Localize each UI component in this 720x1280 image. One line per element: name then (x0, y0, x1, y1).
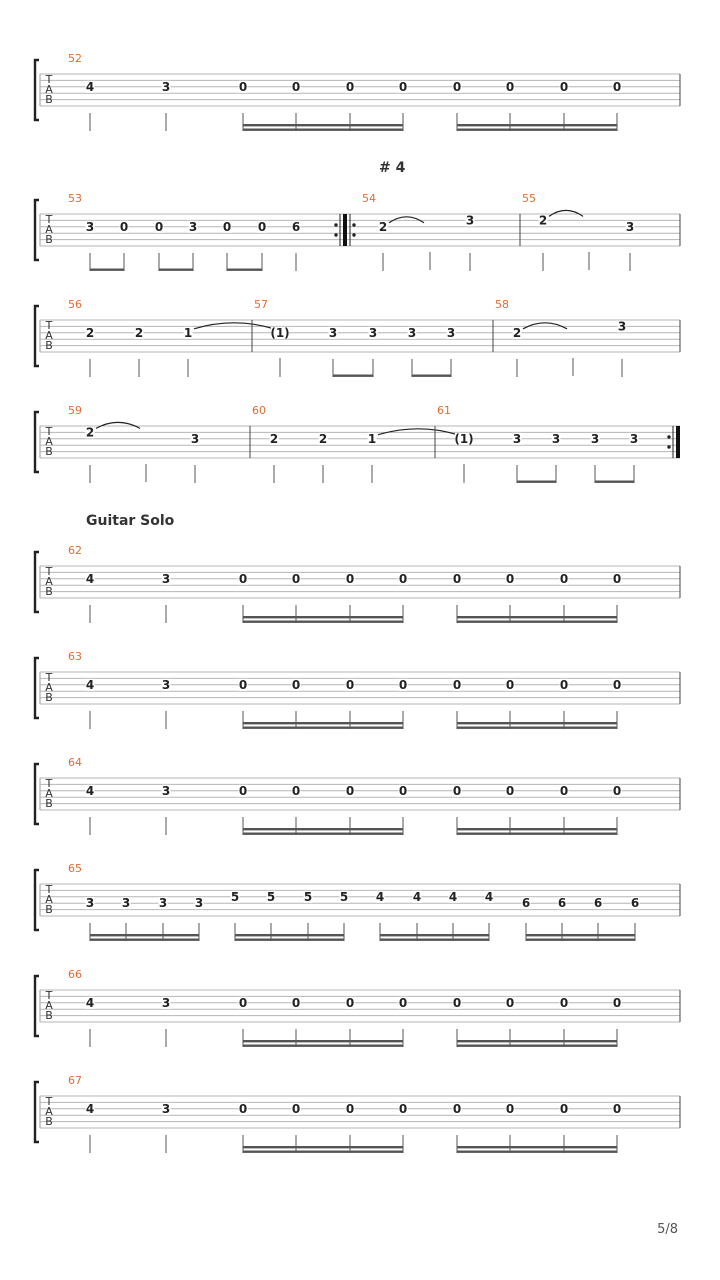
fret-number: 2 (378, 219, 388, 234)
measure-number: 60 (252, 404, 266, 417)
tab-system (35, 404, 680, 483)
fret-number: 0 (612, 79, 622, 94)
tie-arc (96, 422, 140, 428)
system-bracket (35, 60, 39, 120)
tab-clef-letter: A (45, 83, 53, 96)
fret-number: 0 (238, 677, 248, 692)
beam-secondary (457, 1040, 617, 1042)
beam (333, 375, 373, 377)
fret-number: 0 (345, 1101, 355, 1116)
fret-number: 3 (407, 325, 417, 340)
tab-system (35, 862, 680, 941)
fret-number: 4 (375, 889, 385, 904)
fret-number: 0 (559, 995, 569, 1010)
measure-number: 54 (362, 192, 376, 205)
fret-number: 2 (318, 431, 328, 446)
measure-number: 55 (522, 192, 536, 205)
tab-clef-letter: T (45, 671, 53, 684)
fret-number: 0 (452, 783, 462, 798)
fret-number: 4 (85, 571, 95, 586)
measure-number: 62 (68, 544, 82, 557)
fret-number: 0 (154, 219, 164, 234)
fret-number: 0 (505, 677, 515, 692)
tie-arc (378, 429, 458, 435)
fret-number: 0 (345, 995, 355, 1010)
fret-number: 0 (398, 571, 408, 586)
fret-number: 3 (328, 325, 338, 340)
page-number: 5/8 (657, 1222, 678, 1237)
fret-number: 0 (222, 219, 232, 234)
fret-number: 0 (559, 1101, 569, 1116)
fret-number: 0 (505, 995, 515, 1010)
system-bracket (35, 306, 39, 366)
beam (243, 1151, 403, 1153)
beam (517, 481, 556, 483)
fret-number: 3 (85, 219, 95, 234)
tab-clef-letter: A (45, 575, 53, 588)
beam (412, 375, 451, 377)
fret-number: 3 (121, 896, 131, 911)
measure-number: 64 (68, 756, 82, 769)
beam-secondary (380, 934, 489, 936)
fret-number: 0 (452, 1101, 462, 1116)
system-bracket (35, 976, 39, 1036)
fret-number: 3 (590, 431, 600, 446)
fret-number: 0 (452, 995, 462, 1010)
fret-number: 0 (238, 995, 248, 1010)
tab-clef-letter: T (45, 73, 53, 86)
fret-number: 0 (291, 79, 301, 94)
measure-number: 65 (68, 862, 82, 875)
fret-number: 1 (183, 325, 193, 340)
fret-number: 0 (119, 219, 129, 234)
measure-number: 59 (68, 404, 82, 417)
beam (243, 1045, 403, 1047)
fret-number: 2 (85, 325, 95, 340)
beam (457, 1045, 617, 1047)
beam-secondary (457, 124, 617, 126)
beam (457, 833, 617, 835)
fret-number: 0 (398, 1101, 408, 1116)
beam (243, 621, 403, 623)
fret-number: 3 (465, 213, 475, 228)
measure-number: 57 (254, 298, 268, 311)
fret-number: 0 (612, 995, 622, 1010)
fret-number: 3 (190, 431, 200, 446)
measure-number: 67 (68, 1074, 82, 1087)
fret-number: 0 (612, 571, 622, 586)
tie-arc (523, 323, 567, 329)
fret-number: 3 (161, 1101, 171, 1116)
fret-number: 0 (612, 1101, 622, 1116)
fret-number: 3 (629, 431, 639, 446)
tab-clef-letter: A (45, 329, 53, 342)
fret-number: 3 (617, 319, 627, 334)
fret-number: 3 (625, 219, 635, 234)
fret-number: 3 (551, 431, 561, 446)
fret-number: 0 (452, 79, 462, 94)
beam-secondary (243, 722, 403, 724)
measure-number: 53 (68, 192, 82, 205)
fret-number: 6 (521, 896, 531, 911)
beam-secondary (243, 828, 403, 830)
system-bracket (35, 870, 39, 930)
repeat-dot (352, 223, 355, 226)
tab-clef-letter: B (45, 585, 53, 598)
fret-number: 0 (238, 79, 248, 94)
fret-number: 0 (291, 783, 301, 798)
measure-number: 58 (495, 298, 509, 311)
beam-secondary (243, 124, 403, 126)
system-bracket (35, 658, 39, 718)
fret-number: 4 (85, 677, 95, 692)
beam (227, 269, 262, 271)
tab-clef-letter: B (45, 797, 53, 810)
fret-number: 3 (161, 79, 171, 94)
fret-number: 4 (448, 889, 458, 904)
fret-number: 0 (398, 995, 408, 1010)
fret-number: 0 (238, 1101, 248, 1116)
beam-secondary (235, 934, 344, 936)
tab-clef-letter: B (45, 691, 53, 704)
system-bracket (35, 200, 39, 260)
fret-number: 0 (505, 571, 515, 586)
beam (457, 621, 617, 623)
fret-number: 0 (505, 79, 515, 94)
beam-secondary (90, 934, 199, 936)
fret-number: 0 (398, 677, 408, 692)
fret-number: 0 (452, 677, 462, 692)
fret-number: 3 (161, 995, 171, 1010)
fret-number: 3 (161, 783, 171, 798)
fret-number: 6 (630, 896, 640, 911)
beam (380, 939, 489, 941)
tab-system (35, 544, 680, 623)
tab-clef-letter: A (45, 223, 53, 236)
fret-number: 0 (612, 783, 622, 798)
fret-number: 0 (452, 571, 462, 586)
fret-number: 3 (158, 896, 168, 911)
fret-number: 3 (161, 571, 171, 586)
fret-number: 5 (303, 889, 313, 904)
fret-number: 0 (398, 783, 408, 798)
tab-system (35, 650, 680, 729)
fret-number: 0 (612, 677, 622, 692)
beam-secondary (243, 1040, 403, 1042)
tab-clef-letter: A (45, 787, 53, 800)
tab-clef-letter: B (45, 339, 53, 352)
repeat-dot (667, 435, 670, 438)
tie-arc (194, 323, 274, 329)
fret-number: 6 (291, 219, 301, 234)
tab-system (35, 192, 680, 271)
beam (243, 727, 403, 729)
fret-number: 0 (559, 677, 569, 692)
tab-clef-letter: T (45, 883, 53, 896)
tab-clef-letter: T (45, 425, 53, 438)
tab-clef-letter: T (45, 989, 53, 1002)
fret-number: 0 (398, 79, 408, 94)
fret-number: 1 (367, 431, 377, 446)
measure-number: 52 (68, 52, 82, 65)
system-bracket (35, 764, 39, 824)
fret-number: 0 (291, 677, 301, 692)
fret-number: (1) (454, 431, 474, 446)
system-bracket (35, 1082, 39, 1142)
fret-number: 0 (505, 783, 515, 798)
fret-number: 0 (291, 571, 301, 586)
measure-number: 66 (68, 968, 82, 981)
fret-number: 6 (557, 896, 567, 911)
tie-arc (389, 217, 424, 223)
beam (526, 939, 635, 941)
fret-number: 0 (345, 79, 355, 94)
fret-number: 3 (446, 325, 456, 340)
fret-number: 3 (512, 431, 522, 446)
beam-secondary (457, 828, 617, 830)
section-marker-4: # 4 (379, 160, 406, 176)
tab-clef-letter: T (45, 1095, 53, 1108)
tab-clef-letter: A (45, 893, 53, 906)
fret-number: 0 (345, 571, 355, 586)
beam-secondary (526, 934, 635, 936)
tab-clef-letter: A (45, 1105, 53, 1118)
fret-number: 0 (257, 219, 267, 234)
tab-clef-letter: B (45, 1115, 53, 1128)
fret-number: 0 (238, 571, 248, 586)
fret-number: 0 (505, 1101, 515, 1116)
system-bracket (35, 412, 39, 472)
beam (595, 481, 634, 483)
beam-secondary (457, 722, 617, 724)
beam (457, 1151, 617, 1153)
fret-number: 3 (368, 325, 378, 340)
fret-number: 2 (512, 325, 522, 340)
beam-secondary (457, 1146, 617, 1148)
beam-secondary (457, 616, 617, 618)
fret-number: 5 (230, 889, 240, 904)
fret-number: 3 (85, 896, 95, 911)
fret-number: 0 (559, 79, 569, 94)
repeat-dot (334, 233, 337, 236)
tab-clef-letter: A (45, 435, 53, 448)
tab-clef-letter: B (45, 93, 53, 106)
fret-number: 2 (538, 213, 548, 228)
fret-number: 5 (339, 889, 349, 904)
fret-number: 2 (85, 425, 95, 440)
fret-number: 4 (484, 889, 494, 904)
fret-number: 6 (593, 896, 603, 911)
fret-number: 2 (134, 325, 144, 340)
tab-clef-letter: T (45, 213, 53, 226)
beam (243, 833, 403, 835)
fret-number: 5 (266, 889, 276, 904)
fret-number: 4 (85, 783, 95, 798)
measure-number: 63 (68, 650, 82, 663)
fret-number: 4 (85, 79, 95, 94)
tab-clef-letter: T (45, 777, 53, 790)
tab-clef-letter: B (45, 233, 53, 246)
fret-number: 0 (238, 783, 248, 798)
fret-number: 4 (412, 889, 422, 904)
beam (235, 939, 344, 941)
section-marker-guitar-solo: Guitar Solo (86, 513, 175, 529)
fret-number: 0 (559, 571, 569, 586)
fret-number: 2 (269, 431, 279, 446)
fret-number: 4 (85, 1101, 95, 1116)
measure-number: 61 (437, 404, 451, 417)
beam (457, 129, 617, 131)
beam (90, 269, 124, 271)
repeat-end-thick-bar (676, 426, 680, 458)
beam (159, 269, 193, 271)
tab-system (35, 1074, 680, 1153)
tab-clef-letter: T (45, 319, 53, 332)
fret-number: 3 (161, 677, 171, 692)
beam (457, 727, 617, 729)
fret-number: 0 (345, 783, 355, 798)
measure-number: 56 (68, 298, 82, 311)
system-bracket (35, 552, 39, 612)
tab-system (35, 756, 680, 835)
repeat-thick-bar (343, 214, 347, 246)
fret-number: (1) (270, 325, 290, 340)
fret-number: 0 (291, 995, 301, 1010)
fret-number: 3 (188, 219, 198, 234)
tie-arc (549, 210, 583, 216)
tab-system (35, 52, 680, 131)
beam-secondary (243, 1146, 403, 1148)
tab-clef-letter: T (45, 565, 53, 578)
repeat-dot (334, 223, 337, 226)
tab-clef-letter: B (45, 1009, 53, 1022)
fret-number: 0 (291, 1101, 301, 1116)
tab-clef-letter: A (45, 681, 53, 694)
tab-clef-letter: A (45, 999, 53, 1012)
beam (243, 129, 403, 131)
fret-number: 4 (85, 995, 95, 1010)
tab-clef-letter: B (45, 445, 53, 458)
fret-number: 0 (559, 783, 569, 798)
tab-system (35, 968, 680, 1047)
repeat-dot (667, 445, 670, 448)
fret-number: 3 (194, 896, 204, 911)
tab-system (35, 298, 680, 377)
repeat-dot (352, 233, 355, 236)
fret-number: 0 (345, 677, 355, 692)
beam-secondary (243, 616, 403, 618)
beam (90, 939, 199, 941)
tab-clef-letter: B (45, 903, 53, 916)
